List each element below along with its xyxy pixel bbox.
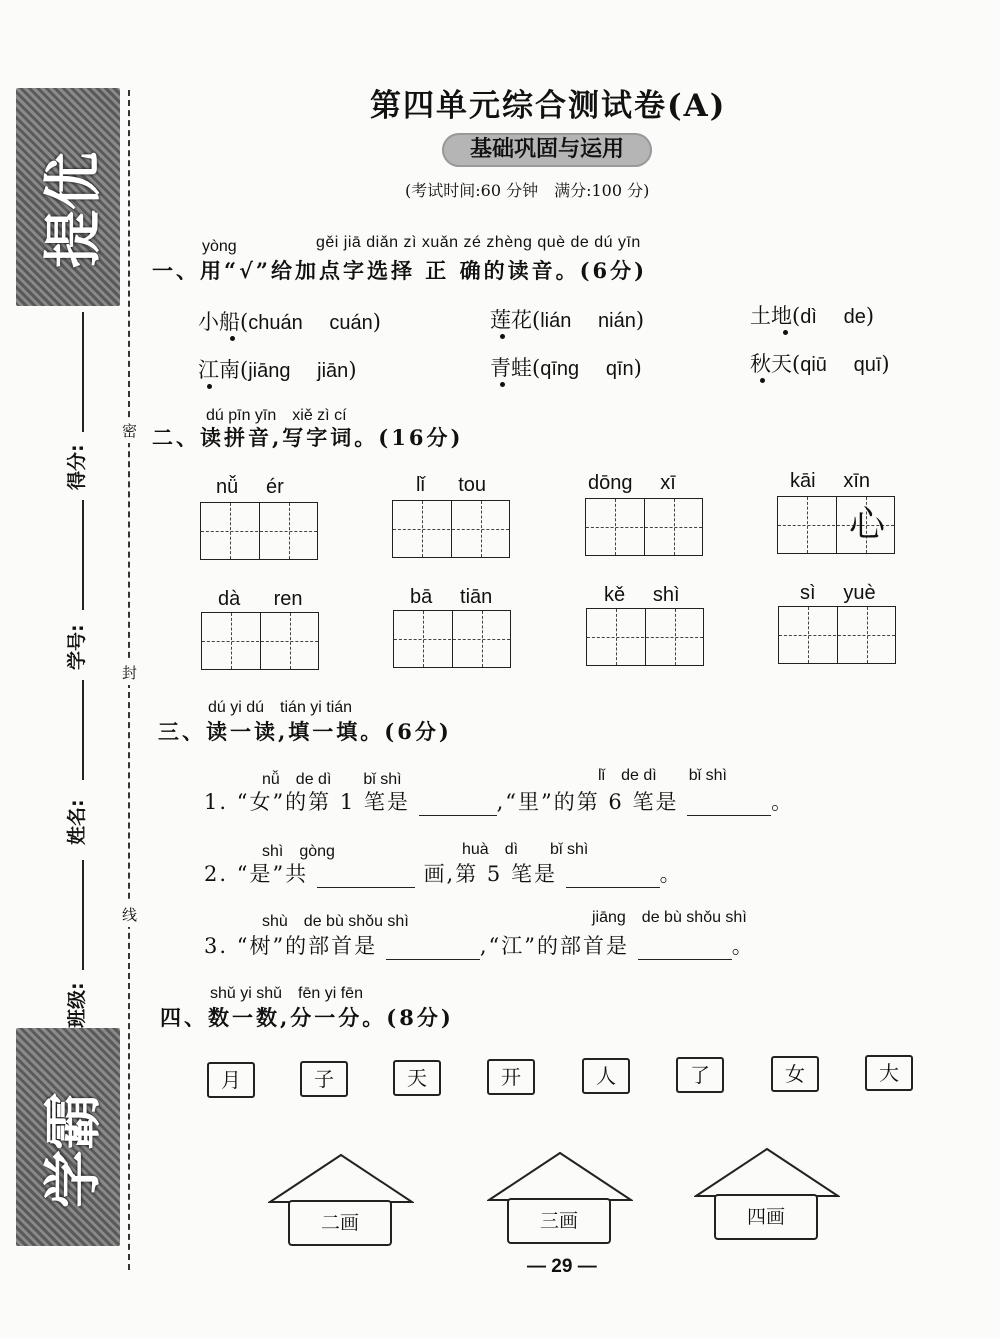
q3-line3-pinyin-b: jiāng de bù shǒu shì [592, 909, 747, 926]
bottom-badge [16, 1028, 120, 1246]
character-card[interactable]: 天 [393, 1060, 441, 1096]
q1-item-3: 土地(dì de) [750, 304, 875, 328]
q1-item-5: 青蛙(qīng qīn) [490, 356, 642, 380]
q3-line-2: 2. “是”共 画,第 5 笔是 。 [204, 862, 683, 886]
q1-option-a[interactable]: qīng [540, 358, 580, 380]
writing-grid[interactable] [392, 500, 510, 558]
q3-line1-pinyin-b: lǐ de dì bǐ shì [598, 767, 727, 784]
character-card[interactable]: 大 [865, 1055, 913, 1091]
q1-item-1: 小船(chuán cuán) [198, 310, 381, 334]
grid-pinyin-6: bā tiān [410, 586, 493, 608]
q3-line-1: 1. “女”的第 1 笔是 ,“里”的第 6 笔是 。 [204, 790, 795, 814]
q1-item-word: 莲花 [490, 308, 532, 332]
writing-grid[interactable] [585, 498, 703, 556]
answer-blank[interactable] [687, 815, 771, 816]
house-four-strokes[interactable]: 四画 [714, 1194, 818, 1240]
character-card[interactable]: 子 [300, 1061, 348, 1097]
character-card[interactable]: 了 [676, 1057, 724, 1093]
q1-item-word: 江南 [198, 358, 240, 382]
page-number: — 29 — [527, 1256, 597, 1277]
number-label: 学号: [66, 624, 88, 670]
character-card[interactable]: 月 [207, 1062, 255, 1098]
q1-item-6: 秋天(qiū quī) [750, 352, 890, 376]
q2-pinyin: dú pīn yīn xiě zì cí [206, 407, 347, 424]
name-label: 姓名: [66, 799, 88, 845]
answer-blank[interactable] [638, 959, 732, 960]
house-roof [487, 1150, 633, 1202]
writing-grid[interactable] [586, 608, 704, 666]
q1-option-a[interactable]: chuán [248, 312, 303, 334]
seal-feng: 封 [122, 660, 137, 685]
q3-line1-pinyin-a: nǚ de dì bǐ shì [262, 771, 402, 788]
given-character: 心 [848, 504, 885, 545]
top-badge-text: 提优 [39, 152, 107, 269]
emphasis-dot [207, 384, 212, 389]
q3-pinyin: dú yi dú tián yi tián [208, 699, 353, 716]
q1-heading: 一、用“√”给加点字选择 正 确的读音。(6分) [152, 258, 648, 283]
number-blank[interactable] [82, 500, 84, 610]
house-roof [694, 1146, 840, 1198]
exam-info: (考试时间:60 分钟 满分:100 分) [405, 181, 650, 200]
score-blank[interactable] [82, 312, 84, 432]
answer-blank[interactable] [317, 887, 415, 888]
top-badge [16, 88, 120, 306]
writing-grid[interactable] [201, 612, 319, 670]
character-card[interactable]: 女 [771, 1056, 819, 1092]
q3-heading: 三、读一读,填一填。(6分) [158, 719, 452, 744]
answer-blank[interactable] [386, 959, 480, 960]
q1-option-b[interactable]: cuán [329, 312, 373, 334]
q1-item-word: 土地 [750, 304, 792, 328]
q3-line3-pinyin-a: shù de bù shǒu shì [262, 913, 409, 930]
emphasis-dot [760, 378, 765, 383]
section-subtitle: 基础巩固与运用 [442, 133, 652, 167]
q1-item-word: 青蛙 [490, 356, 532, 380]
grid-pinyin-5: dà ren [218, 588, 303, 610]
q3-line2-pinyin-b: huà dì bǐ shì [462, 841, 589, 858]
answer-blank[interactable] [419, 815, 497, 816]
character-card[interactable]: 开 [487, 1059, 535, 1095]
q1-option-b[interactable]: jiān [317, 360, 349, 382]
grid-pinyin-3: dōng xī [588, 472, 676, 494]
q1-pinyin: gěi jiā diǎn zì xuǎn zé zhèng què de dú yīn [316, 234, 641, 251]
house-three-strokes[interactable]: 三画 [507, 1198, 611, 1244]
seal-mi: 密 [122, 418, 137, 443]
emphasis-dot [500, 382, 505, 387]
grid-pinyin-4: kāi xīn [790, 470, 871, 492]
q4-pinyin: shǔ yi shǔ fēn yi fēn [210, 985, 363, 1002]
page-title: 第四单元综合测试卷(A) [370, 88, 727, 124]
q3-line-3: 3. “树”的部首是 ,“江”的部首是 。 [204, 934, 755, 958]
q1-option-b[interactable]: qīn [605, 358, 634, 380]
q2-heading: 二、读拼音,写字词。(16分) [152, 425, 464, 450]
q1-option-b[interactable]: de [843, 306, 866, 328]
grid-pinyin-2: lǐ tou [416, 474, 487, 496]
q4-heading: 四、数一数,分一分。(8分) [160, 1005, 454, 1030]
q1-option-a[interactable]: lián [540, 310, 572, 332]
class-blank[interactable] [82, 860, 84, 970]
grid-pinyin-7: kě shì [604, 584, 680, 606]
writing-grid[interactable] [200, 502, 318, 560]
q1-option-b[interactable]: quī [853, 354, 882, 376]
q1-item-4: 江南(jiāng jiān) [198, 358, 357, 382]
answer-blank[interactable] [566, 887, 660, 888]
q1-item-word: 小船 [198, 310, 240, 334]
emphasis-dot [500, 334, 505, 339]
house-two-strokes[interactable]: 二画 [288, 1200, 392, 1246]
house-roof [268, 1152, 414, 1204]
q1-item-2: 莲花(lián nián) [490, 308, 645, 332]
emphasis-dot [230, 336, 235, 341]
seal-xian: 线 [122, 902, 137, 927]
q1-option-a[interactable]: dì [800, 306, 817, 328]
bottom-badge-text: 学霸 [39, 1092, 107, 1209]
score-label: 得分: [66, 444, 88, 490]
character-card[interactable]: 人 [582, 1058, 630, 1094]
q1-item-word: 秋天 [750, 352, 792, 376]
writing-grid[interactable] [777, 496, 895, 554]
q1-pinyin-yong: yòng [202, 238, 237, 255]
grid-pinyin-1: nǚ ér [216, 476, 284, 498]
writing-grid[interactable] [393, 610, 511, 668]
grid-pinyin-8: sì yuè [800, 582, 876, 604]
emphasis-dot [783, 330, 788, 335]
q1-option-a[interactable]: qiū [800, 354, 827, 376]
q1-option-b[interactable]: nián [598, 310, 636, 332]
writing-grid[interactable] [778, 606, 896, 664]
q3-line2-pinyin-a: shì gòng [262, 843, 335, 860]
q1-option-a[interactable]: jiāng [248, 360, 291, 382]
class-label: 班级: [66, 982, 88, 1028]
name-blank[interactable] [82, 680, 84, 780]
